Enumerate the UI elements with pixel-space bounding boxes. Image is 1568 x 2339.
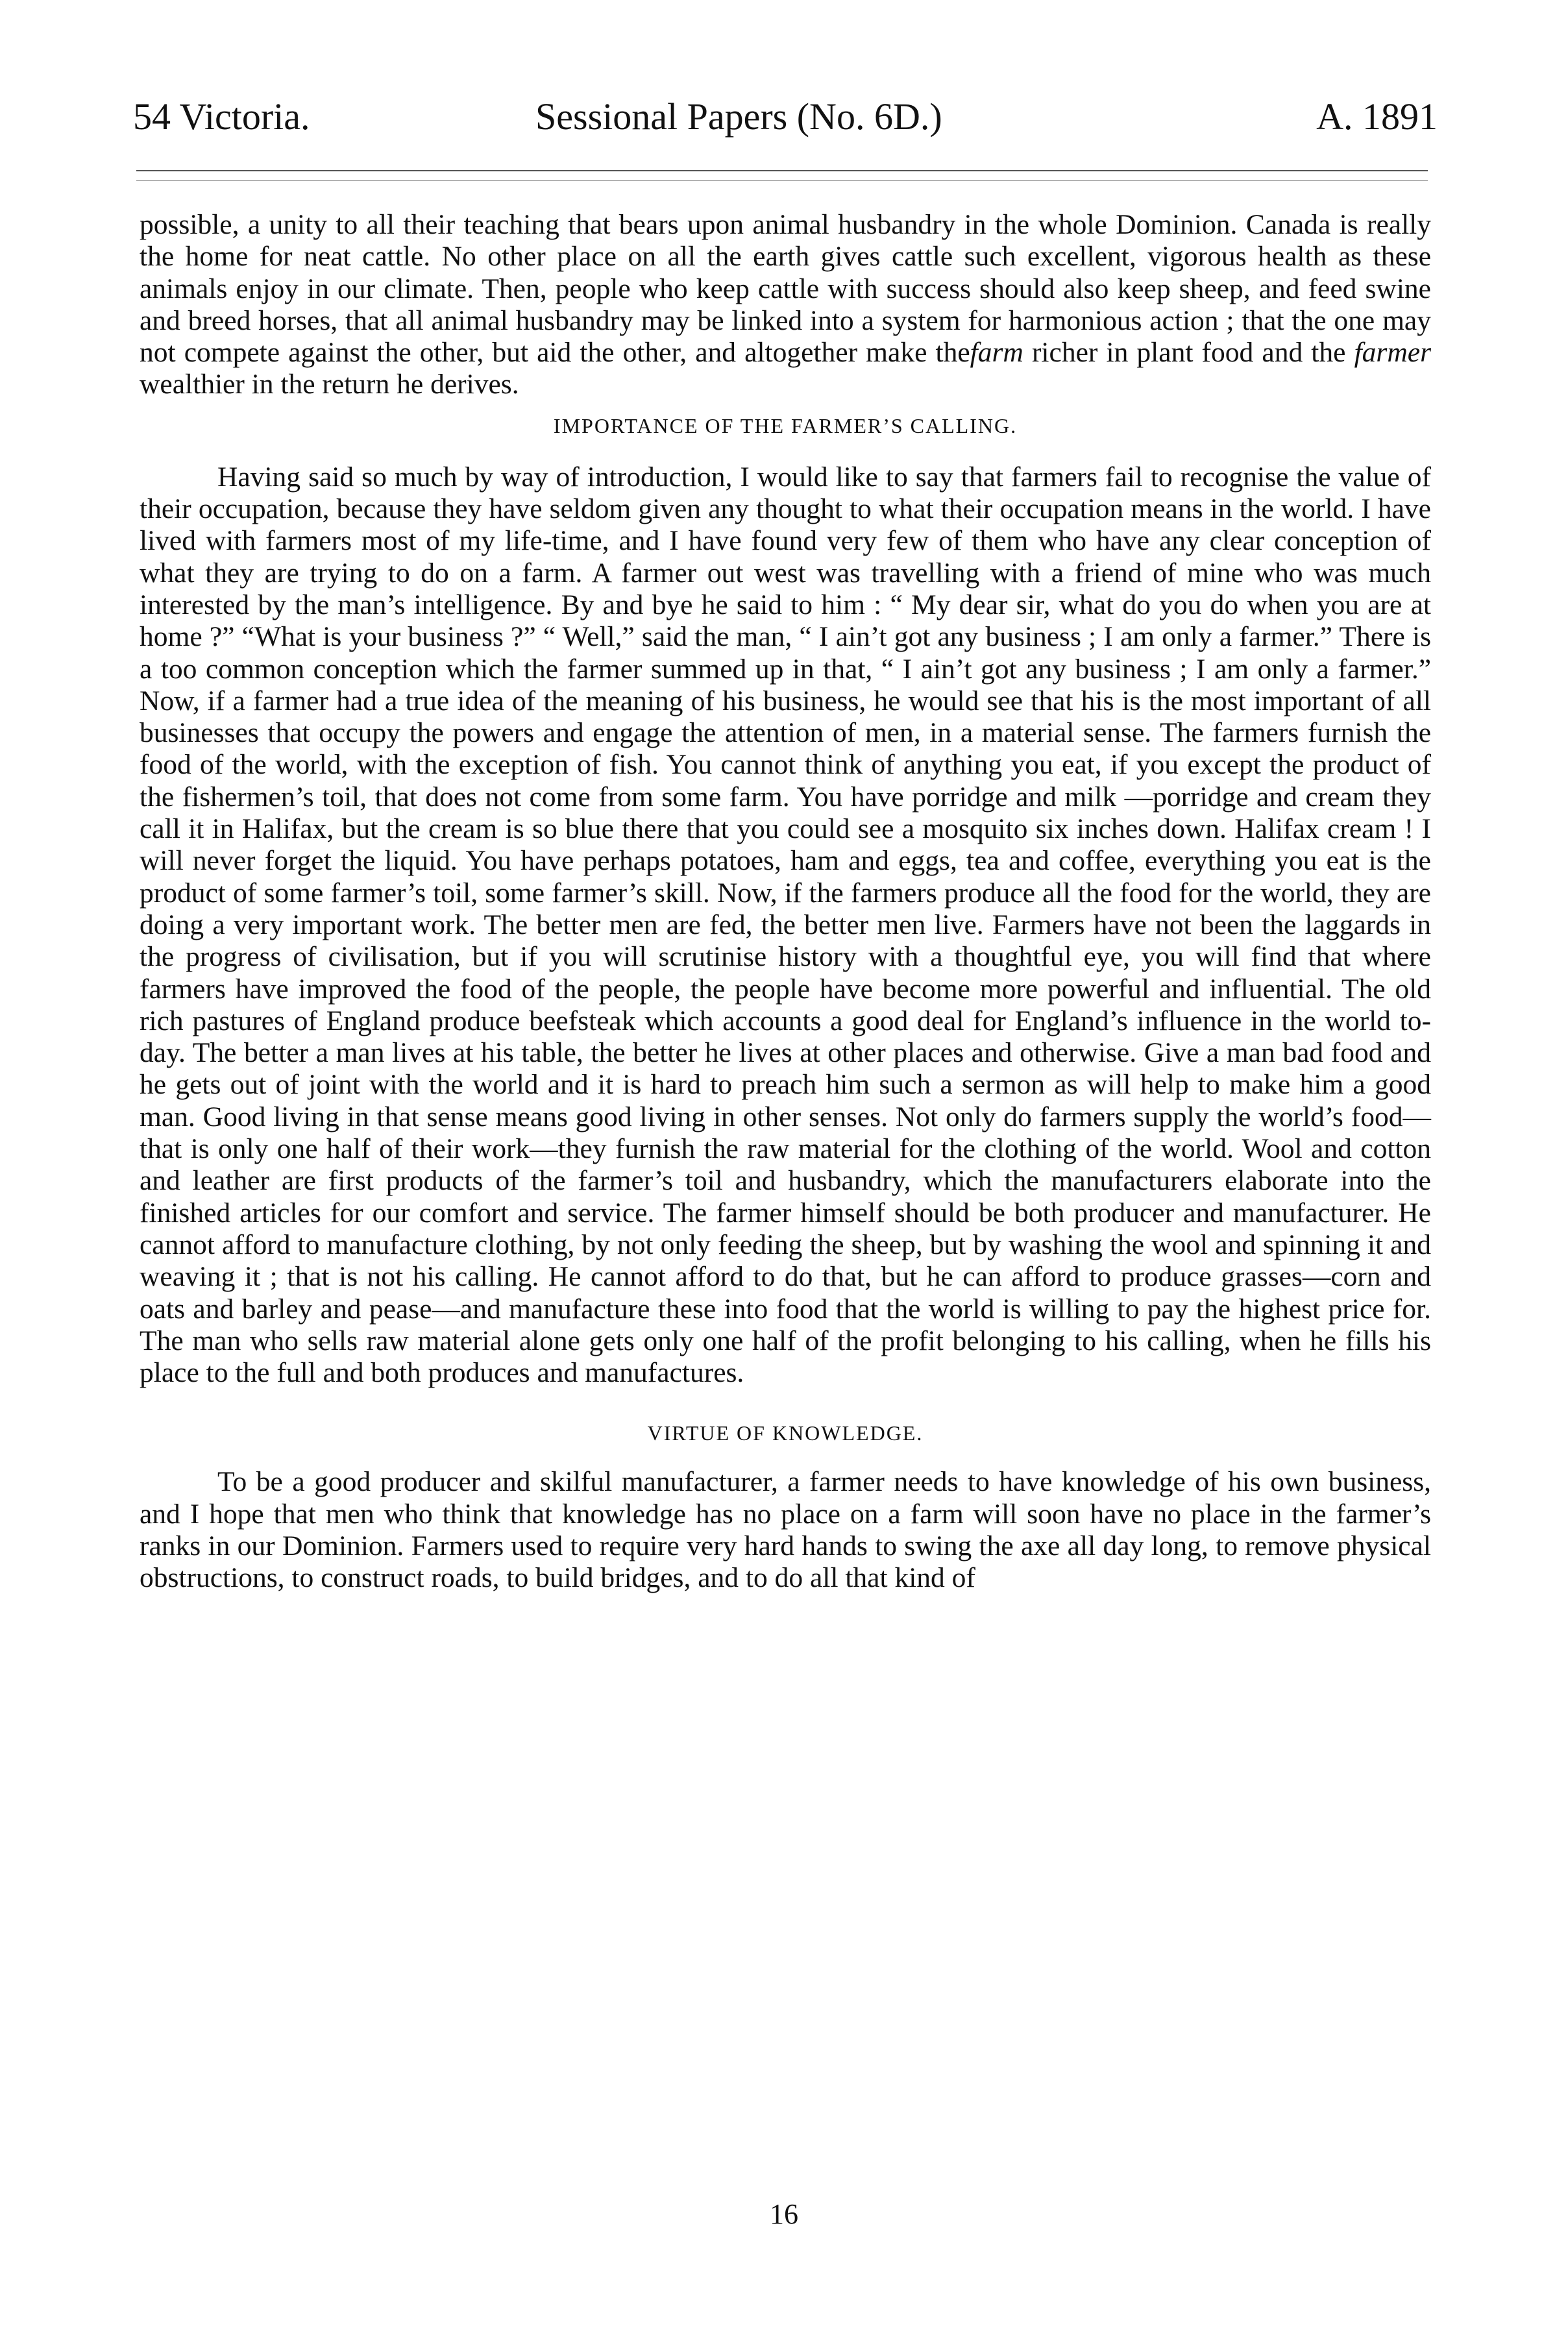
header-title: Sessional Papers (No. 6D.) [535,95,942,138]
header-rule [136,170,1428,171]
italic-farm: farm [970,337,1023,369]
header-year: A. 1891 [1316,95,1438,138]
page-number: 16 [770,2198,798,2230]
paragraph-knowledge: To be a good producer and skilful manufacturer, a farmer needs to have knowledge of his own business, and I hope that men who think that knowledge has no place on a farm will soon have no place in the farmer’s ranks in our Dominion. Farmers used to require very hard hands to swing the axe all day long, to remove physical obstructions, to construct roads, to build bridges, and to do all that kind of [140,1466,1431,1594]
italic-farmer: farmer [1354,337,1431,369]
body-text [140,209,1431,1595]
header-volume: 54 Victoria. [133,95,310,138]
paragraph-importance: Having said so much by way of introduction, I would like to say that farmers fail to recognise the value of their occupation, because they have seldom given any thought to what their occupation means in the world. I have lived with farmers most of my life-time, and I have found very few of them who have any clear conception of what they are trying to do on a farm. A farmer out west was travelling with a friend of mine who was much interested by the man’s intelligence. By and bye he said to him : “ My dear sir, what do you do when you are at home ?” “What is your business ?” “ Well,” said the man, “ I ain’t got any business ; I am only a farmer.” There is a too common conception which the farmer summed up in that, “ I ain’t got any business ; I am only a farmer.” Now, if a farmer had a true idea of the meaning of his business, he would see that his is the most important of all businesses that occupy the powers and engage the attention of men, in a material sense. The farmers furnish the food of the world, with the exception of fish. You cannot think of anything you eat, if you except the product of the fishermen’s toil, that does not come from some farm. You have porridge and milk —porridge and cream they call it in Halifax, but the cream is so blue there that you could see a mosquito six inches down. Halifax cream ! I will never forget the liquid. You have perhaps potatoes, ham and eggs, tea and coffee, everything you eat is the product of some farmer’s toil, some farmer’s skill. Now, if the farmers produce all the food for the world, they are doing a very important work. The better men are fed, the better men live. Farmers have not been the laggards in the progress of civilisation, but if you will scrutinise history with a thoughtful eye, you will find that where farmers have improved the food of the people, the people have become more powerful and influential. The old rich pastures of England produce beefsteak which accounts a good deal for England’s influence in the world to-day. The better a man lives at his table, the better he lives at other places and otherwise. Give a man bad food and he gets out of joint with the world and it is hard to preach him such a sermon as will help to make him a good man. Good living in that sense means good living in other senses. Not only do farmers supply the world’s food—that is only one half of their work—they furnish the raw material for the clothing of the world. Wool and cotton and leather are first products of the farmer’s toil and husbandry, which the manufacturers elaborate into the finished articles for our comfort and service. The farmer himself should be both producer and manufacturer. He cannot afford to manufacture clothing, by not only feeding the sheep, but by washing the wool and spinning it and weaving it ; that is not his calling. He cannot afford to do that, but he can afford to produce grasses—corn and oats and barley and pease—and manufacture these into food that the world is willing to pay the highest price for. The man who sells raw material alone gets only one half of the profit belonging to his calling, when he fills his place to the full and both produces and manufactures. [140,461,1431,1389]
paragraph-text: possible, a unity to all their teaching that bears upon animal husbandry in the whole Dominion. Canada is really the home for neat cattle. No other place on all the earth gives cattle such excellent, vigorous health as these animals enjoy in our climate. Then, people who keep cattle with success should also keep sheep, and feed swine and breed horses, that all animal husbandry may be linked into a system for harmonious action ; that the one may not compete against the other, but aid the other, and altogether make the [140,209,1431,369]
section-heading-knowledge: VIRTUE OF KNOWLEDGE. [647,1421,924,1445]
section-heading-importance: IMPORTANCE OF THE FARMER’S CALLING. [553,413,1018,437]
paragraph-text: richer in plant food and the [1023,337,1354,369]
header-rule-thin [136,180,1428,181]
running-head [133,91,1438,143]
paragraph-continuation [140,209,1431,401]
paragraph-text: wealthier in the return he derives. [140,369,519,400]
